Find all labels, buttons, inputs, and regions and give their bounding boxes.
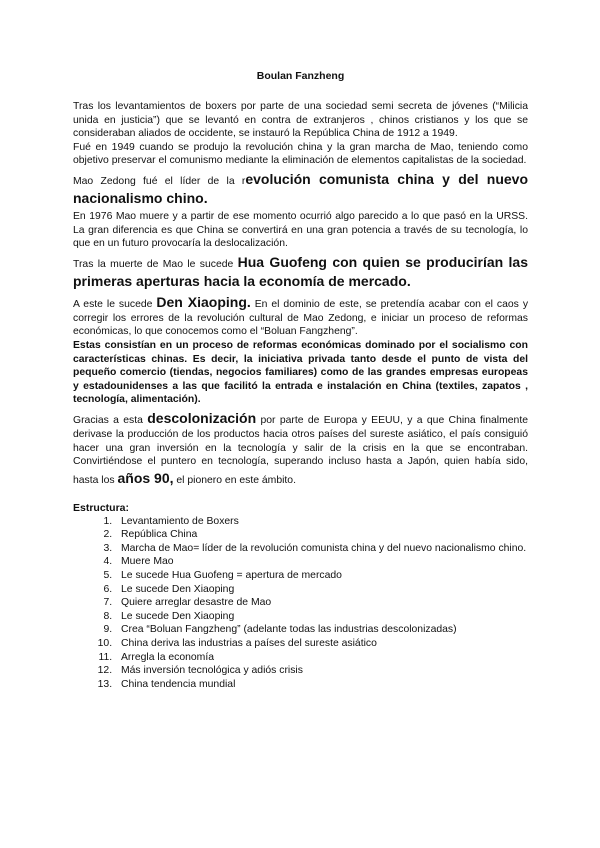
paragraph-boxers: Tras los levantamientos de boxers por parte de una sociedad semi secreta de jóvenes (“Milicia unida en justicia”) que se levantó en contra de extranjeros , chinos cristianos y los que se consideraban aliados de occidente, se instauró la República China de 1912 a 1949. xyxy=(73,101,528,140)
paragraph-decolonization-end: el pionero en este ámbito. xyxy=(173,474,296,486)
document-page xyxy=(73,70,528,691)
paragraph-hua-guofeng xyxy=(73,253,528,291)
list-item: 12. Más inversión tecnológica y adiós crisis xyxy=(115,664,528,678)
paragraph-mao-death: En 1976 Mao muere y a partir de ese momento ocurrió algo parecido a lo que pasó en la URSS. La gran diferencia es que China se convertirá en una gran potencia a través de su tecnología, lo que en un futuro provocaría la deslocalización. xyxy=(73,210,528,250)
paragraph-decolonization xyxy=(73,409,528,488)
list-item: 6. Le sucede Den Xiaoping xyxy=(115,583,528,597)
paragraph-mao-leader-text: Mao Zedong fué el líder de la r xyxy=(73,175,246,187)
paragraph-mao-leader xyxy=(73,170,528,208)
list-item: 10. China deriva las industrias a países del sureste asiático xyxy=(115,637,528,651)
paragraph-den-xiaoping-emphasis: Den Xiaoping. xyxy=(156,293,251,310)
paragraph-hua-guofeng-emphasis: Hua Guofeng con quien se producirían las primeras aperturas hacia la economía de mercado. xyxy=(73,253,528,289)
list-item: 2. República China xyxy=(115,528,528,542)
list-item: 11. Arregla la economía xyxy=(115,651,528,665)
paragraph-reforms: Estas consistían en un proceso de reformas económicas dominado por el socialismo con características chinas. Es decir, la iniciativa privada tanto desde el punto de vista del pequeño comercio (tiendas, negocios familiares) como de las grandes empresas europeas y estadounidenses a las que facilitó la entrada e instalación en China (textiles, zapatos , tecnología, alimentación). xyxy=(73,339,528,406)
paragraph-revolution: Fué en 1949 cuando se produjo la revolución china y la gran marcha de Mao, teniendo como objetivo preservar el comunismo mediante la eliminación de elementos capitalistas de la sociedad. xyxy=(73,141,528,167)
paragraph-mao-leader-emphasis: evolución comunista china y del nuevo nacionalismo chino. xyxy=(73,170,528,206)
list-item: 4. Muere Mao xyxy=(115,555,528,569)
paragraph-den-xiaoping xyxy=(73,293,528,339)
list-item: 9. Crea “Boluan Fangzheng” (adelante todas las industrias descolonizadas) xyxy=(115,623,528,637)
paragraph-den-xiaoping-text: A este le sucede xyxy=(73,298,157,310)
document-title: Boulan Fanzheng xyxy=(256,70,345,82)
paragraph-decolonization-middle: por parte de Europa y EEUU, y a que China finalmente derivase la producción de los productos hacia otros países del sureste asiático, el país consiguió hacer una gran inversión en la tecnología y salir de la crisis en la que se encontraban. Convirtiéndose el puntero en tecnología, superando incluso hasta a Japón, quien había sido, hasta los xyxy=(73,414,528,486)
paragraph-decolonization-emphasis: descolonización xyxy=(147,409,257,426)
structure-heading: Estructura: xyxy=(73,501,130,514)
list-item: 13. China tendencia mundial xyxy=(115,678,528,692)
paragraph-hua-guofeng-text: Tras la muerte de Mao le sucede xyxy=(73,258,238,270)
paragraph-decolonization-emphasis-90s: años 90, xyxy=(117,469,174,486)
paragraph-decolonization-text: Gracias a esta xyxy=(73,414,148,426)
list-item: 5. Le sucede Hua Guofeng = apertura de mercado xyxy=(115,569,528,583)
paragraph-den-xiaoping-rest: En el dominio de este, se pretendía acabar con el caos y corregir los errores de la revolución cultural de Mao Zedong, e iniciar un proceso de reformas económicas, lo que conocemos como el “Boluan Fangzheng”. xyxy=(73,298,529,338)
list-item: 1. Levantamiento de Boxers xyxy=(115,515,528,529)
list-item: 7. Quiere arreglar desastre de Mao xyxy=(115,596,528,610)
structure-list xyxy=(73,515,528,692)
list-item: 8. Le sucede Den Xiaoping xyxy=(115,610,528,624)
list-item: 3. Marcha de Mao= líder de la revolución comunista china y del nuevo nacionalismo chino. xyxy=(115,542,528,556)
